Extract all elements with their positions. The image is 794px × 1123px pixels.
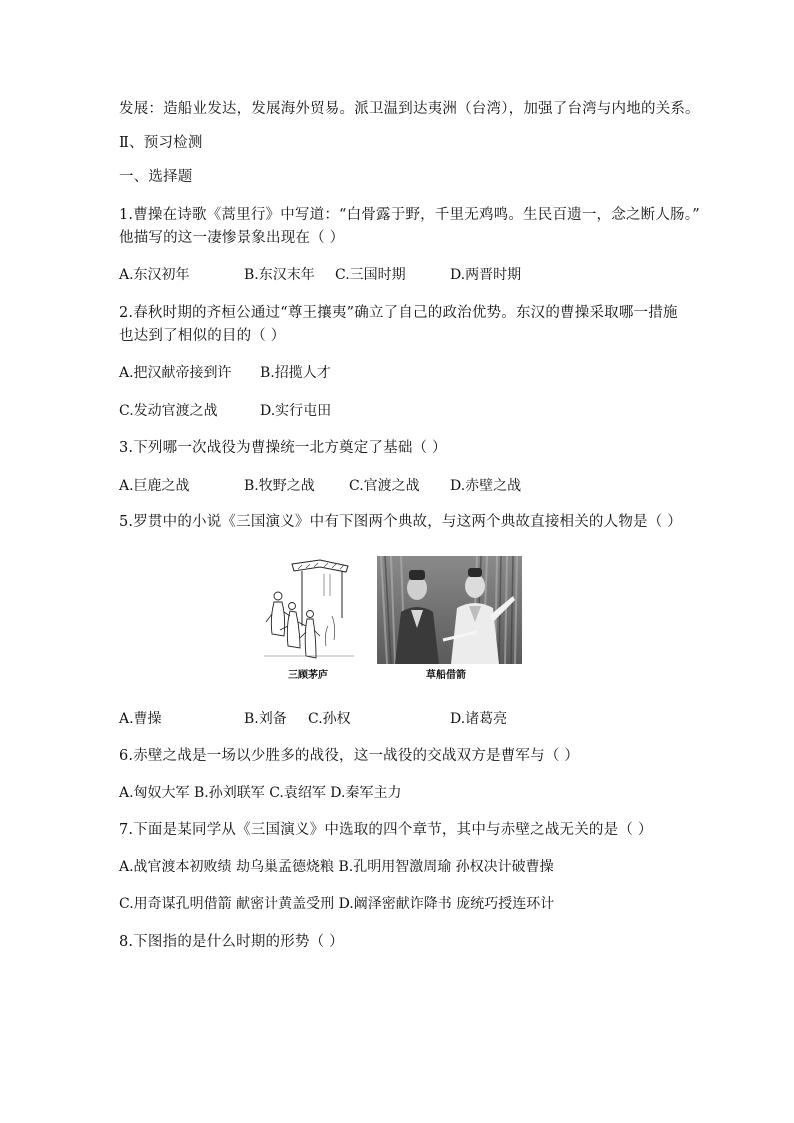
subsection-heading: 一、选择题 <box>119 169 193 185</box>
option-c: C.官渡之战 <box>349 478 420 494</box>
question-7-options-row-2: C.用奇谋孔明借箭 献密计黄盖受刑 D.阚泽密献诈降书 庞统巧授连环计 <box>119 896 555 912</box>
figure-caption-right: 草船借箭 <box>426 670 466 681</box>
option-b: B.刘备 <box>244 711 287 727</box>
option-c: C.发动官渡之战 <box>119 403 218 419</box>
question-3-line-1: 3.下列哪一次战役为曹操统一北方奠定了基础（ ） <box>119 440 447 456</box>
section-heading: Ⅱ、预习检测 <box>119 135 203 151</box>
option-d: D.两晋时期 <box>450 267 522 283</box>
question-5-figure <box>262 556 524 686</box>
option-a: A.把汉献帝接到许 <box>119 365 232 381</box>
option-c: C.孙权 <box>308 711 351 727</box>
question-2-line-1: 2.春秋时期的齐桓公通过“尊王攘夷”确立了自己的政治优势。东汉的曹操采取哪一措施 <box>119 305 678 321</box>
question-7-options-row-1: A.战官渡本初败绩 劫乌巢孟德烧粮 B.孔明用智激周瑜 孙权决计破曹操 <box>119 859 554 875</box>
question-1-line-2: 他描写的这一凄惨景象出现在（ ） <box>119 230 345 246</box>
intro-paragraph: 发展：造船业发达，发展海外贸易。派卫温到达夷洲（台湾），加强了台湾与内地的关系。 <box>119 101 700 117</box>
question-5-line-1: 5.罗贯中的小说《三国演义》中有下图两个典故，与这两个典故直接相关的人物是（ ） <box>119 514 682 530</box>
option-d: D.诸葛亮 <box>450 711 508 727</box>
question-8-line-1: 8.下图指的是什么时期的形势（ ） <box>119 934 344 950</box>
question-1-line-1: 1.曹操在诗歌《蒿里行》中写道：“白骨露于野，千里无鸡鸣。生民百遗一，念之断人肠。” <box>119 207 700 223</box>
option-a: A.曹操 <box>119 711 162 727</box>
option-a: A.巨鹿之战 <box>119 478 190 494</box>
sketch-illustration-icon <box>262 556 358 664</box>
photo-still-icon <box>377 556 522 664</box>
option-b: B.牧野之战 <box>244 478 315 494</box>
question-2-line-2: 也达到了相似的目的（ ） <box>119 328 286 344</box>
question-7-line-1: 7.下面是某同学从《三国演义》中选取的四个章节，其中与赤壁之战无关的是（ ） <box>119 822 653 838</box>
option-b: B.东汉末年 <box>244 267 315 283</box>
option-d: D.赤壁之战 <box>450 478 522 494</box>
question-6-line-1: 6.赤壁之战是一场以少胜多的战役，这一战役的交战双方是曹军与（ ） <box>119 748 580 764</box>
option-c: C.三国时期 <box>335 267 406 283</box>
option-b: B.招揽人才 <box>260 365 331 381</box>
option-d: D.实行屯田 <box>260 403 332 419</box>
option-a: A.东汉初年 <box>119 267 190 283</box>
question-6-options: A.匈奴大军 B.孙刘联军 C.袁绍军 D.秦军主力 <box>119 785 402 801</box>
figure-caption-left: 三顾茅庐 <box>288 670 328 681</box>
